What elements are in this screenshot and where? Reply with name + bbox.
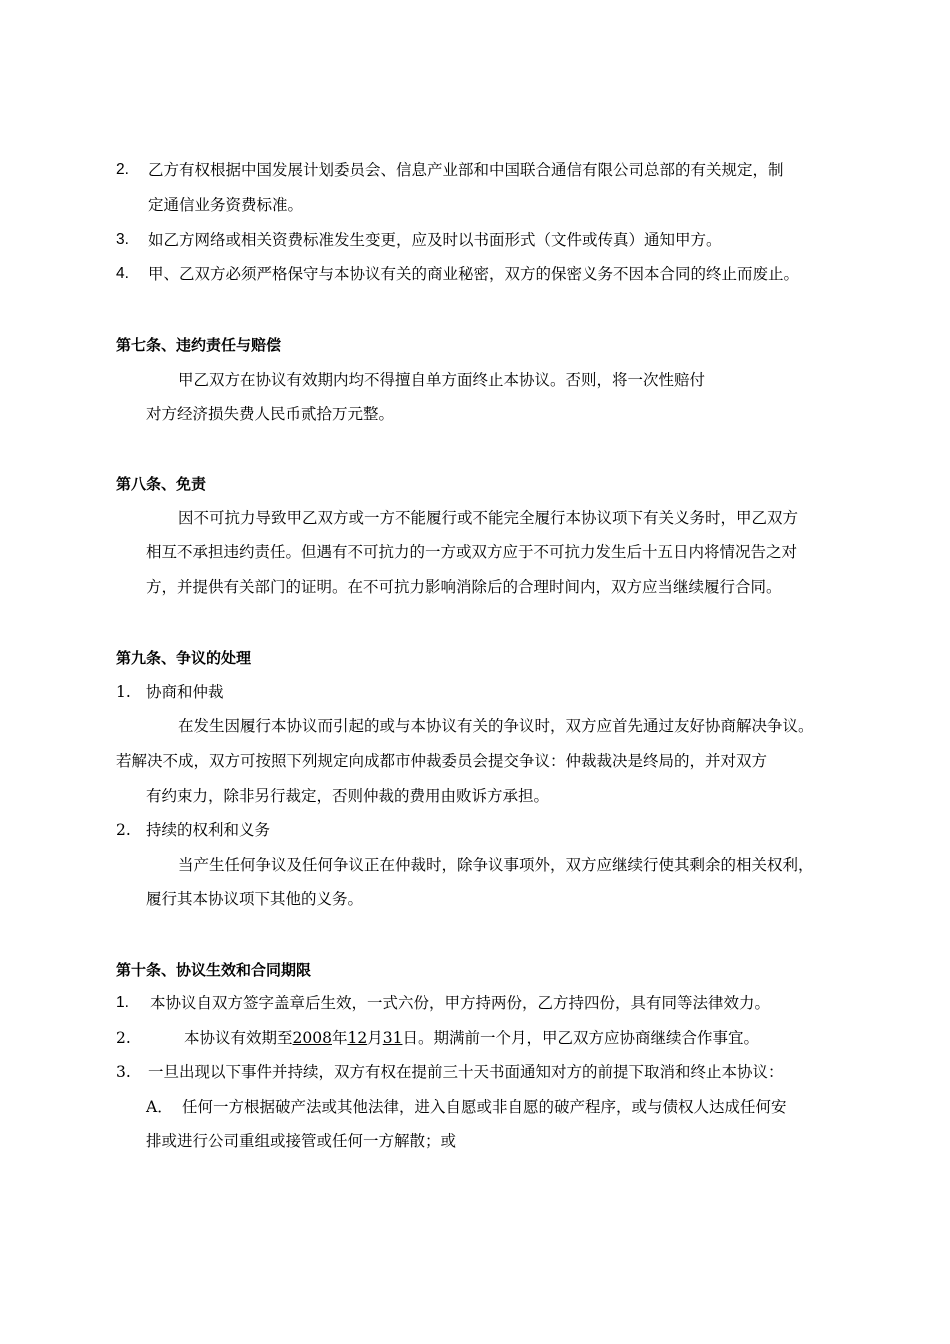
clause-text: 因不可抗力导致甲乙双方或一方不能履行或不能完全履行本协议项下有关义务时，甲乙双方 bbox=[178, 509, 799, 527]
clause-text: 若解决不成，双方可按照下列规定向成都市仲裁委员会提交争议：仲裁裁决是终局的，并对双方 bbox=[116, 752, 768, 770]
list-number: 2. bbox=[116, 821, 131, 839]
list-number: 2. bbox=[116, 1029, 131, 1047]
clause-text: 本协议自双方签字盖章后生效，一式六份，甲方持两份，乙方持四份，具有同等法律效力。 bbox=[150, 994, 771, 1012]
clause-text-pre: 本协议有效期至 bbox=[184, 1029, 293, 1047]
year-unit: 年 bbox=[331, 1029, 348, 1047]
expiry-day: 31 bbox=[382, 1029, 403, 1047]
clause-text: 当产生任何争议及任何争议正在仲裁时，除争议事项外，双方应继续行使其剩余的相关权利， bbox=[178, 856, 814, 874]
clause-text-post: 日。期满前一个月，甲乙双方应协商继续合作事宜。 bbox=[402, 1029, 759, 1047]
clause-text: 乙方有权根据中国发展计划委员会、信息产业部和中国联合通信有限公司总部的有关规定，制 bbox=[148, 161, 784, 179]
section-heading: 第九条、争议的处理 bbox=[116, 649, 252, 667]
section-heading: 第十条、协议生效和合同期限 bbox=[116, 961, 312, 979]
clause-text: 一旦出现以下事件并持续，双方有权在提前三十天书面通知对方的前提下取消和终止本协议： bbox=[148, 1063, 784, 1081]
section-heading: 第七条、违约责任与赔偿 bbox=[116, 336, 282, 354]
sub-item-label: A． bbox=[146, 1098, 173, 1116]
clause-text: 任何一方根据破产法或其他法律，进入自愿或非自愿的破产程序，或与债权人达成任何安 bbox=[182, 1098, 787, 1116]
clause-text bbox=[184, 1028, 759, 1048]
list-number: 4. bbox=[116, 265, 129, 282]
list-number: 1. bbox=[116, 683, 131, 701]
clause-text: 甲、乙双方必须严格保守与本协议有关的商业秘密，双方的保密义务不因本合同的终止而废止。 bbox=[148, 265, 800, 283]
clause-text: 履行其本协议项下其他的义务。 bbox=[146, 890, 364, 908]
section-heading: 第八条、免责 bbox=[116, 475, 207, 493]
clause-text: 方，并提供有关部门的证明。在不可抗力影响消除后的合理时间内，双方应当继续履行合同。 bbox=[146, 578, 782, 596]
list-number: 3. bbox=[116, 231, 129, 248]
clause-text: 有约束力，除非另行裁定，否则仲裁的费用由败诉方承担。 bbox=[146, 787, 550, 805]
clause-text: 排或进行公司重组或接管或任何一方解散；或 bbox=[146, 1132, 457, 1150]
list-number: 1. bbox=[116, 994, 129, 1011]
clause-text: 甲乙双方在协议有效期内均不得擅自单方面终止本协议。否则，将一次性赔付 bbox=[178, 371, 706, 389]
clause-text: 定通信业务资费标准。 bbox=[148, 196, 304, 214]
month-unit: 月 bbox=[367, 1029, 383, 1047]
expiry-year: 2008 bbox=[292, 1029, 332, 1047]
list-number: 3. bbox=[116, 1063, 131, 1081]
list-number: 2. bbox=[116, 161, 129, 178]
clause-text: 相互不承担违约责任。但遇有不可抗力的一方或双方应于不可抗力发生后十五日内将情况告之对 bbox=[146, 543, 798, 561]
clause-text: 在发生因履行本协议而引起的或与本协议有关的争议时，双方应首先通过友好协商解决争议。 bbox=[178, 717, 814, 735]
clause-subtitle: 持续的权利和义务 bbox=[146, 821, 271, 839]
clause-subtitle: 协商和仲裁 bbox=[146, 683, 224, 701]
expiry-month: 12 bbox=[347, 1029, 368, 1047]
clause-text: 对方经济损失费人民币贰拾万元整。 bbox=[146, 405, 395, 423]
clause-text: 如乙方网络或相关资费标准发生变更，应及时以书面形式（文件或传真）通知甲方。 bbox=[148, 231, 722, 249]
